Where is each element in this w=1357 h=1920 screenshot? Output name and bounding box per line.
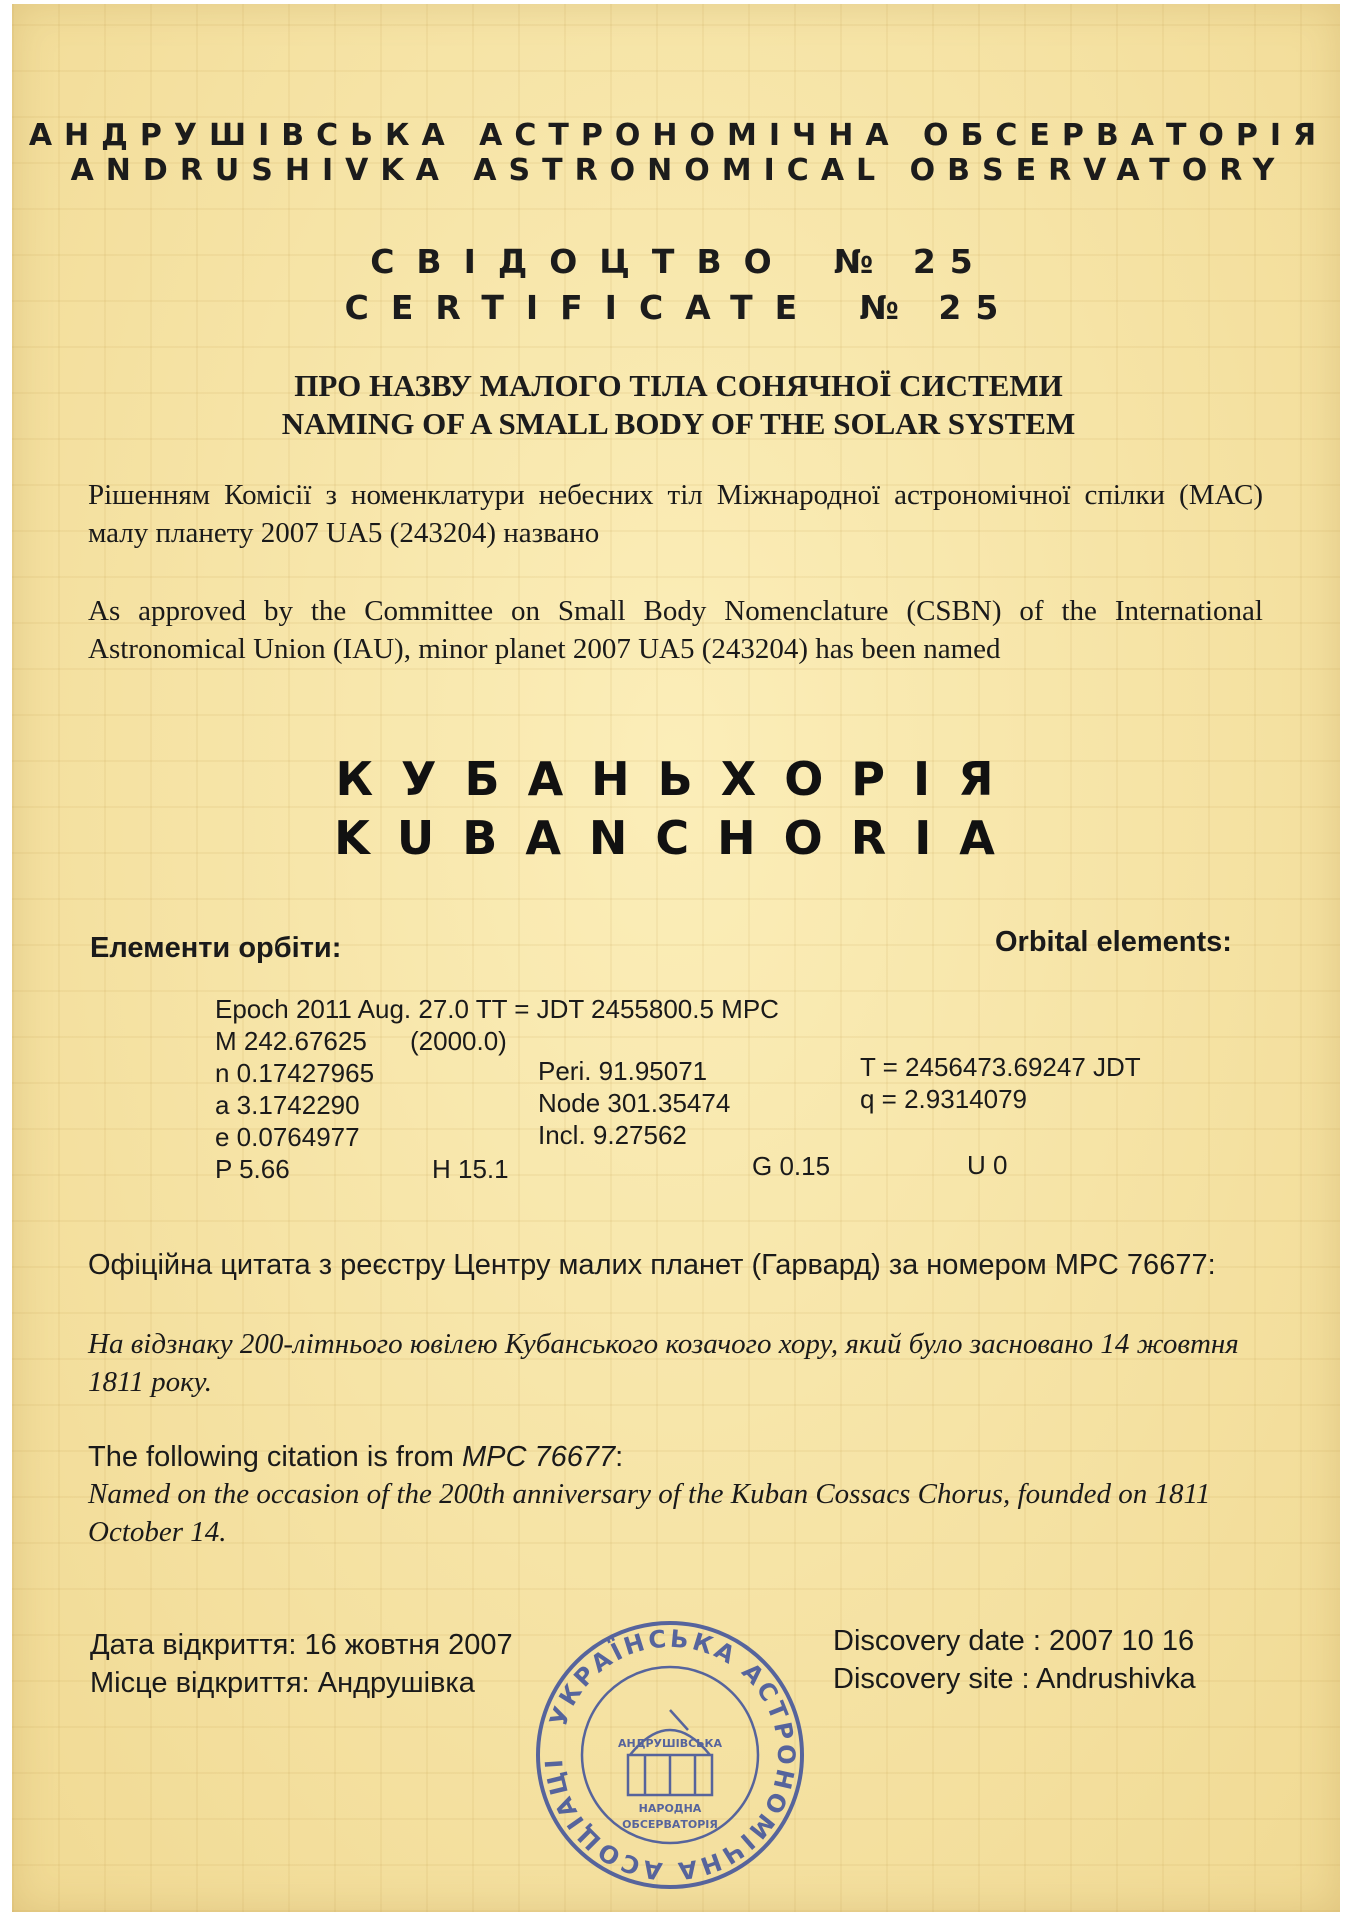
- svg-text:АНДРУШІВСЬКА: АНДРУШІВСЬКА: [617, 1737, 723, 1750]
- certificate-title-en: [0, 288, 1357, 327]
- seal-graphic: [530, 1615, 810, 1895]
- discovery-site-en: Discovery site : Andrushivka: [833, 1663, 1196, 1695]
- subtitle-en: NAMING OF A SMALL BODY OF THE SOLAR SYSTEM: [281, 406, 1076, 441]
- citation-intro-en: [88, 1439, 1268, 1475]
- approval-text-ua: Рішенням Комісії з номенклатури небесних тіл Міжнародної астрономічної спілки (МАС) малу планету 2007 UA5 (243204) названо: [88, 479, 1263, 549]
- certificate-word-en: CERTIFICATE: [344, 288, 820, 327]
- discovery-site-ua: Місце відкриття: Андрушівка: [90, 1667, 475, 1699]
- orbital-elements-label-ua: Елементи орбіти:: [90, 932, 342, 964]
- orbital-node: Node 301.35474: [538, 1088, 731, 1118]
- minor-planet-name-en: KUBANCHORIA: [334, 811, 1023, 865]
- orbital-a: a 3.1742290: [215, 1090, 360, 1120]
- svg-text:ОБСЕРВАТОРІЯ: ОБСЕРВАТОРІЯ: [622, 1818, 718, 1831]
- orbital-equinox: (2000.0): [410, 1026, 507, 1056]
- citation-colon: :: [615, 1441, 624, 1473]
- orbital-p: P 5.66: [215, 1154, 290, 1184]
- discovery-date-ua: Дата відкриття: 16 жовтня 2007: [90, 1629, 513, 1661]
- orbital-q: q = 2.9314079: [860, 1084, 1027, 1114]
- citation-intro-ua: Офіційна цитата з реєстру Центру малих планет (Гарвард) за номером МРС 76677:: [88, 1249, 1216, 1281]
- discovery-date-en: Discovery date : 2007 10 16: [833, 1625, 1195, 1657]
- subtitle-ua: ПРО НАЗВУ МАЛОГО ТІЛА СОНЯЧНОЇ СИСТЕМИ: [294, 368, 1063, 403]
- orbital-e: e 0.0764977: [215, 1122, 360, 1152]
- observatory-name-ua: АНДРУШІВСЬКА АСТРОНОМІЧНА ОБСЕРВАТОРІЯ: [28, 118, 1329, 153]
- citation-ref-en: MPC 76677: [461, 1441, 616, 1473]
- orbital-mean-anomaly: M 242.67625: [215, 1026, 367, 1056]
- citation-intro-en-text: The following citation is from: [88, 1441, 454, 1473]
- orbital-elements-label-en: Orbital elements:: [995, 926, 1232, 958]
- orbital-incl: Incl. 9.27562: [538, 1120, 687, 1150]
- approval-text-en: As approved by the Committee on Small Body Nomenclature (CSBN) of the International Astronomical Union (IAU), minor planet 2007 UA5 (243204) has been named: [88, 595, 1263, 665]
- orbital-peri: Peri. 91.95071: [538, 1056, 708, 1086]
- citation-text-en: Named on the occasion of the 200th anniversary of the Kuban Cossacs Chorus, founded on 1811 October 14.: [88, 1478, 1211, 1548]
- orbital-epoch: Epoch 2011 Aug. 27.0 TT = JDT 2455800.5 MPC: [215, 994, 779, 1024]
- svg-text:НАРОДНА: НАРОДНА: [638, 1802, 702, 1815]
- svg-text:УКРАЇНСЬКА АСТРОНОМІЧНА АСОЦІА: УКРАЇНСЬКА АСТРОНОМІЧНА АСОЦІАЦІ: [539, 1624, 801, 1886]
- certificate-title-ua: [0, 242, 1357, 281]
- minor-planet-name-ua: КУБАНЬХОРІЯ: [335, 752, 1022, 806]
- orbital-u: U 0: [967, 1150, 1008, 1180]
- citation-text-ua: На відзнаку 200-літнього ювілею Кубанського козачого хору, який було засновано 14 жовтня 1811 року.: [88, 1328, 1239, 1398]
- certificate-number-ua: № 25: [833, 242, 987, 281]
- certificate-number-en: № 25: [859, 288, 1013, 327]
- certificate-word-ua: СВІДОЦТВО: [370, 242, 794, 281]
- orbital-h: H 15.1: [432, 1154, 509, 1184]
- orbital-t: T = 2456473.69247 JDT: [860, 1052, 1141, 1082]
- observatory-seal-stamp: [530, 1615, 810, 1895]
- orbital-g: G 0.15: [752, 1151, 831, 1181]
- observatory-name-en: ANDRUSHIVKA ASTRONOMICAL OBSERVATORY: [70, 153, 1287, 188]
- orbital-n: n 0.17427965: [215, 1058, 375, 1088]
